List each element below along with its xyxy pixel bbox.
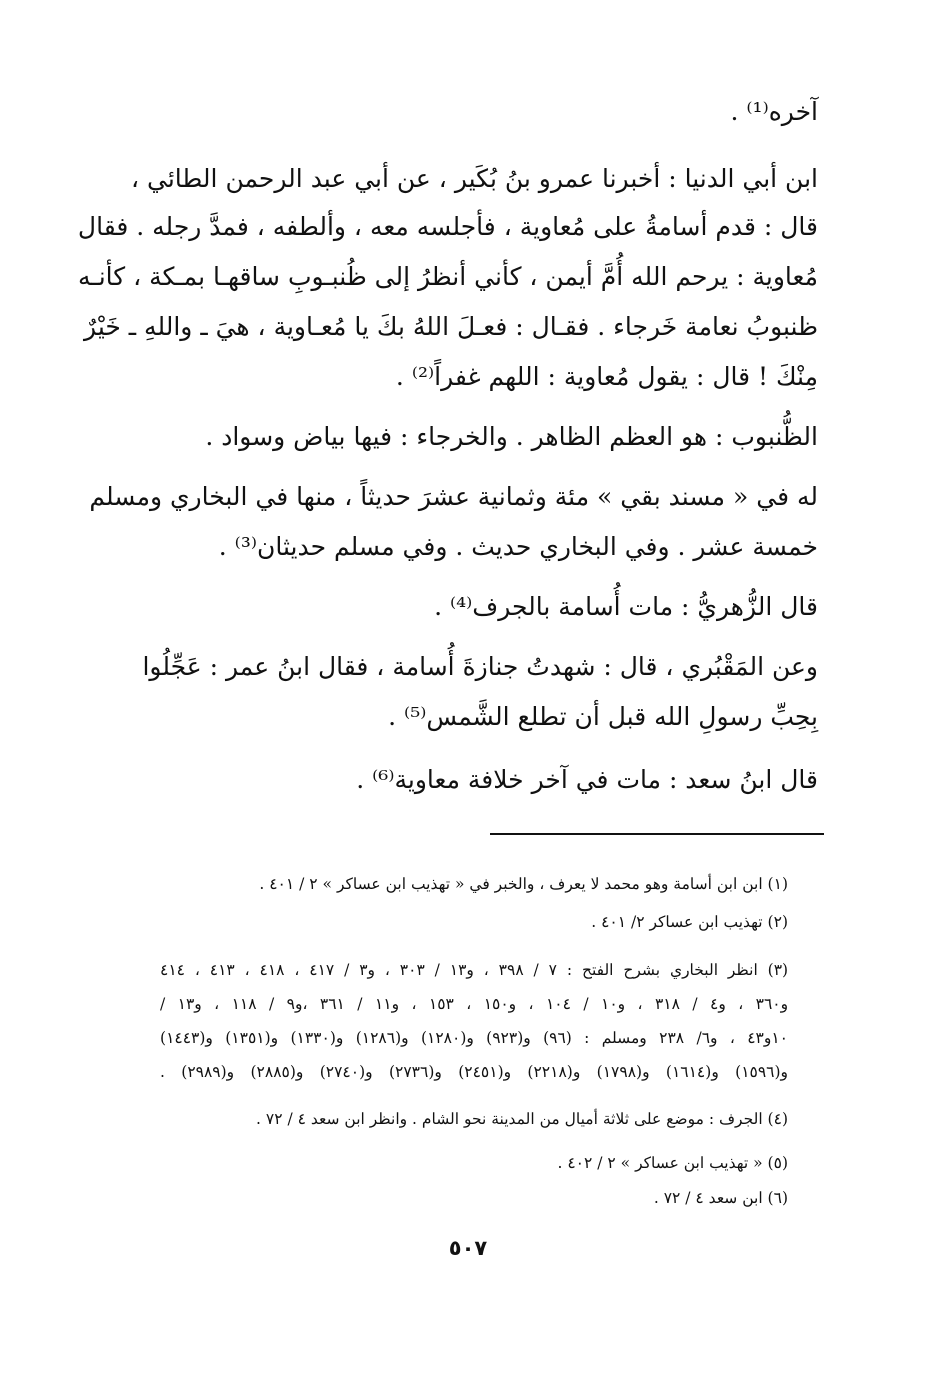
footnote-1: (١) ابن ابن أسامة وهو محمد لا يعرف ، والخبر في « تهذيب ابن عساكر » ٢ / ٤٠١ . (259, 875, 788, 893)
paragraph-2: الظُّنبوب : هو العظم الظاهر . والخرجاء : فيها بياض وسواد . (205, 422, 818, 451)
footnote-2: (٢) تهذيب ابن عساكر ٢/ ٤٠١ . (591, 913, 788, 931)
paragraph-6: قال ابنُ سعد : مات في آخر خلافة معاوية⁽⁶⁾ . (356, 765, 818, 794)
footnote-3-line-3: ١٠و٤٣ ، و٦/ ٢٣٨ ومسلم : (٩٦) و(٩٢٣) و(١٢٨٠) و(١٢٨٦) و(١٣٣٠) و(١٣٥١) و(١٤٤٣) (160, 1029, 788, 1047)
footnote-3-line-1: (٣) انظر البخاري بشرح الفتح : ٧ / ٣٩٨ ، و١٣ / ٣٠٣ ، و٣ / ٤١٧ ، ٤١٨ ، ٤١٣ ، ٤١٤ (160, 961, 789, 979)
footnote-separator (490, 833, 824, 835)
paragraph-1-line-5: مِنْكَ ! قال : يقول مُعاوية : اللهم غفراً⁽²⁾ . (395, 362, 818, 391)
paragraph-3-line-2: خمسة عشر . وفي البخاري حديث . وفي مسلم حديثان⁽³⁾ . (218, 532, 818, 561)
paragraph-4: قال الزُّهريُّ : مات أُسامة بالجرف⁽⁴⁾ . (434, 592, 818, 621)
footnote-6: (٦) ابن سعد ٤ / ٧٢ . (653, 1189, 788, 1207)
paragraph-3-line-1: له في « مسند بقي » مئة وثمانية عشرَ حديثاً ، منها في البخاري ومسلم (89, 482, 818, 511)
paragraph-1-line-3: مُعاوية : يرحم الله أُمَّ أيمن ، كأني أنظرُ إلى ظُنبـوبِ ساقهـا بمـكة ، كأنـه (77, 262, 818, 291)
paragraph-5-line-1: وعن المَقْبُري ، قال : شهدتُ جنازةَ أُسامة ، فقال ابنُ عمر : عَجِّلُوا (142, 652, 818, 681)
paragraph-5-line-2: بِحِبِّ رسولِ الله قبل أن تطلع الشَّمس⁽⁵⁾ . (388, 702, 818, 731)
paragraph-1-line-2: قال : قدم أسامةُ على مُعاوية ، فأجلسه معه ، وألطفه ، فمدَّ رجله . فقال (77, 212, 818, 241)
footnote-4: (٤) الجرف : موضع على ثلاثة أميال من المدينة نحو الشام . وانظر ابن سعد ٤ / ٧٢ . (256, 1110, 788, 1128)
paragraph-1-line-1: ابن أبي الدنيا : أخبرنا عمرو بنُ بُكَير ، عن أبي عبد الرحمن الطائي ، (131, 164, 818, 193)
footnote-5: (٥) « تهذيب ابن عساكر » ٢ / ٤٠٢ . (557, 1154, 788, 1172)
footnote-3-line-2: و٣٦٠ ، و٤ / ٣١٨ ، و١٠ / ١٠٤ ، و١٥٠ ، ١٥٣ ، و١١ / ٣٦١ ،و٩ / ١١٨ ، و١٣ / (160, 995, 789, 1013)
footnote-3-line-4: و(١٥٩٦) و(١٦١٤) و(١٧٩٨) و(٢٢١٨) و(٢٤٥١) و(٢٧٣٦) و(٢٧٤٠) و(٢٨٨٥) و(٢٩٨٩) . (160, 1063, 789, 1081)
continuation-line: آخره⁽¹⁾ . (730, 97, 818, 126)
page-number: ٥٠٧ (448, 1236, 488, 1260)
paragraph-1-line-4: ظنبوبُ نعامة خَرجاء . فقـال : فعـلَ اللهُ بكَ يا مُعـاوية ، هيَ ـ واللهِ ـ خَيْرٌ (84, 312, 818, 341)
